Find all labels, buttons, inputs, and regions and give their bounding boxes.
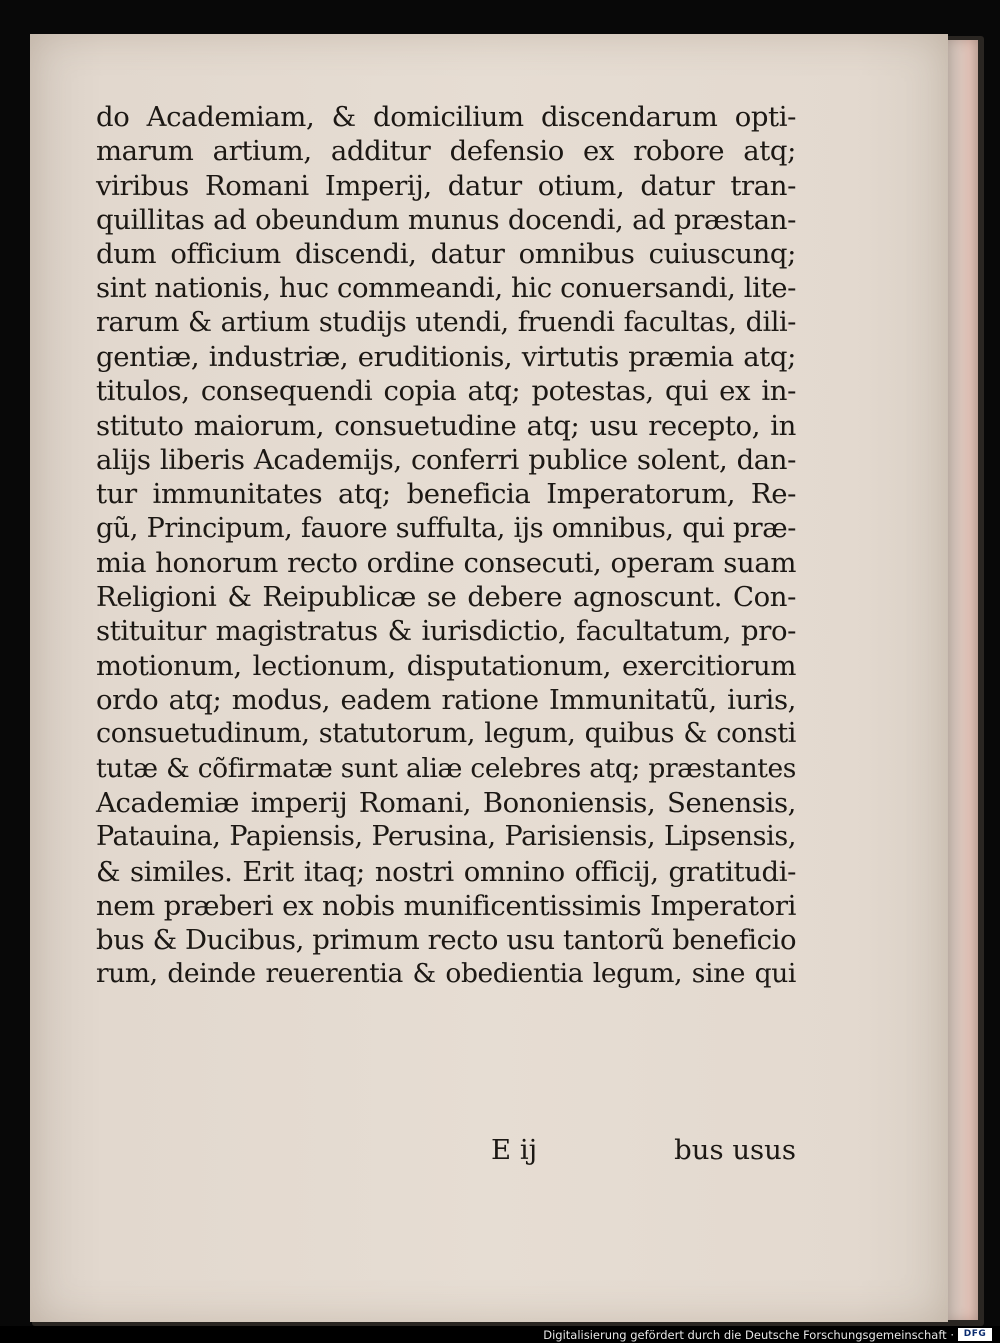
signature-mark: E ij	[491, 1134, 538, 1166]
digitization-credit: Digitalisierung gefördert durch die Deutsche Forschungsgemeinschaft ·	[543, 1328, 954, 1342]
text-line: titulos, consequendi copia atq; potestas, qui ex in-	[96, 375, 796, 408]
text-line: alijs liberis Academijs, conferri publice solent, dan-	[96, 443, 796, 476]
text-line: rum, deinde reuerentia & obedientia legum, sine qui	[96, 958, 796, 990]
text-line: tutæ & cõfirmatæ sunt aliæ celebres atq; præstantes	[96, 752, 796, 784]
page-footer-line	[96, 1134, 796, 1170]
text-line: dum officium discendi, datur omnibus cuiuscunq;	[96, 238, 796, 271]
text-line: quillitas ad obeundum munus docendi, ad præstan-	[96, 203, 796, 236]
dfg-logo: DFG	[958, 1328, 992, 1341]
text-line: sint nationis, huc commeandi, hic conuersandi, lite-	[96, 272, 796, 305]
page-text-block	[96, 100, 796, 992]
text-line: stituitur magistratus & iurisdictio, facultatum, pro-	[96, 615, 796, 648]
text-line: bus & Ducibus, primum recto usu tantorũ beneficio	[96, 924, 797, 957]
text-line: stituto maiorum, consuetudine atq; usu recepto, in	[96, 409, 796, 442]
text-line: gentiæ, industriæ, eruditionis, virtutis præmia atq;	[96, 341, 796, 374]
text-line: & similes. Erit itaq; nostri omnino officij, gratitudi-	[96, 855, 796, 888]
text-line: gũ, Principum, fauore suffulta, ijs omnibus, qui præ-	[96, 512, 796, 544]
text-line: tur immunitates atq; beneficia Imperatorum, Re-	[96, 478, 796, 511]
text-line: do Academiam, & domicilium discendarum opti-	[96, 101, 796, 133]
text-line: rarum & artium studijs utendi, fruendi facultas, dili-	[96, 306, 796, 338]
text-line: marum artium, additur defensio ex robore atq;	[96, 135, 796, 168]
text-line: Patauina, Papiensis, Perusina, Parisiensis, Lipsensis,	[96, 821, 796, 853]
text-line: viribus Romani Imperij, datur otium, datur tran-	[96, 169, 796, 202]
text-line: nem præberi ex nobis munificentissimis Imperatori	[96, 889, 796, 922]
credit-bar	[0, 1326, 1000, 1343]
text-line: consuetudinum, statutorum, legum, quibus & consti	[96, 718, 796, 750]
page-edge	[948, 40, 978, 1320]
text-line: motionum, lectionum, disputationum, exercitiorum	[96, 649, 796, 682]
text-line: Academiæ imperij Romani, Bononiensis, Senensis,	[96, 786, 796, 819]
catchword: bus usus	[674, 1134, 796, 1166]
text-line: Religioni & Reipublicæ se debere agnoscunt. Con-	[96, 581, 796, 614]
text-line: mia honorum recto ordine consecuti, operam suam	[96, 546, 796, 579]
text-line: ordo atq; modus, eadem ratione Immunitatũ, iuris,	[96, 684, 796, 717]
